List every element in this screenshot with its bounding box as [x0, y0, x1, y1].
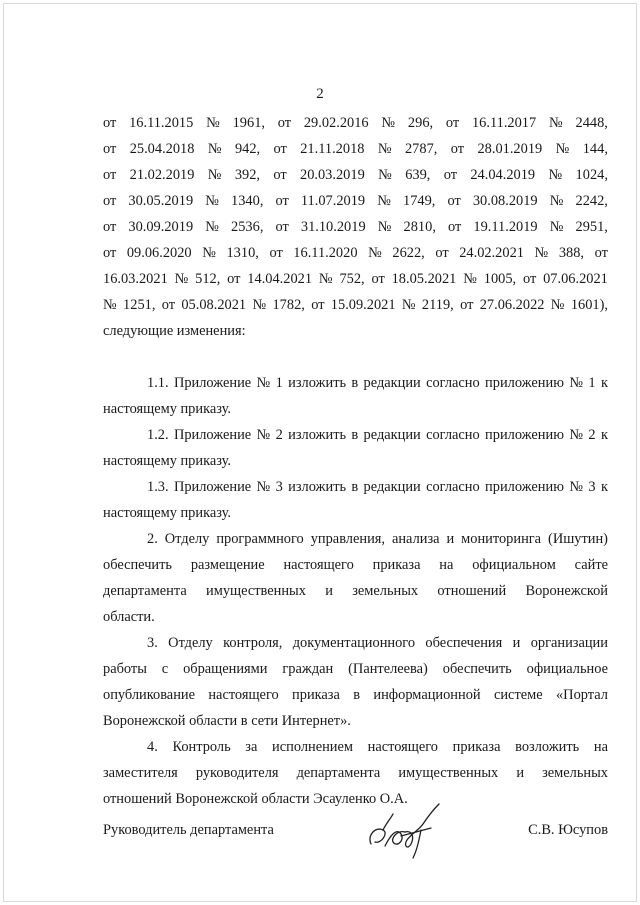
word: 11.07.2019 — [300, 193, 366, 209]
item-2-tail: области. — [103, 609, 155, 625]
item-4-tail: отношений Воронежской области Эсауленко О.А. — [103, 791, 408, 807]
word: редакции — [363, 479, 421, 495]
word: департамента — [103, 583, 187, 599]
word: приложению — [485, 479, 564, 495]
word: Отделу — [168, 635, 213, 651]
word: 1005, — [483, 271, 517, 287]
word: № — [548, 115, 563, 131]
amendment-line — [103, 162, 608, 188]
word: Воронежской — [525, 583, 608, 599]
word: 3. — [147, 635, 158, 651]
item-1-3-tail: настоящему приказу. — [103, 505, 231, 521]
word: согласно — [426, 427, 480, 443]
word: 752, — [339, 271, 365, 287]
word: Отделу — [164, 531, 210, 547]
word: 2 — [588, 427, 596, 443]
word: 512, — [195, 271, 221, 287]
word: и — [516, 765, 525, 781]
word: изложить — [288, 427, 347, 443]
word: от — [161, 297, 176, 313]
word: Контроль — [172, 739, 231, 755]
word: обращениями — [183, 661, 268, 677]
word: и — [512, 635, 521, 651]
word: 05.08.2021 — [181, 297, 247, 313]
word: 144, — [582, 141, 608, 157]
word: 2951, — [575, 219, 608, 235]
word: (Ишутин) — [548, 531, 608, 547]
word: приложению — [485, 427, 564, 443]
word: 942, — [234, 141, 261, 157]
word: 1749, — [403, 193, 436, 209]
word: 2242, — [575, 193, 608, 209]
word: настоящего — [283, 557, 354, 573]
word: Приложение — [173, 375, 252, 391]
amendment-line — [103, 214, 608, 240]
word: 1340, — [231, 193, 264, 209]
word: № — [256, 427, 271, 443]
word: (Пантелеева) — [348, 661, 428, 677]
word: № — [202, 245, 216, 261]
signature-block — [103, 822, 608, 862]
item-3-line — [103, 656, 608, 682]
word: 31.10.2019 — [300, 219, 366, 235]
item-1-2-tail: настоящему приказу. — [103, 453, 231, 469]
word: официальное — [526, 661, 608, 677]
word: № — [534, 245, 549, 261]
word: с — [161, 661, 169, 677]
word: от — [371, 271, 385, 287]
item-2-line — [103, 552, 608, 578]
word: № — [256, 375, 271, 391]
word: от — [445, 115, 460, 131]
word: обеспечить — [103, 557, 172, 573]
changes-intro: следующие изменения: — [103, 323, 246, 339]
word: № — [381, 115, 396, 131]
word: 2. — [147, 531, 158, 547]
word: от — [275, 193, 289, 209]
word: в — [351, 427, 359, 443]
word: от — [269, 245, 283, 261]
word: к — [600, 427, 608, 443]
word: за — [245, 739, 258, 755]
word: управления, — [310, 531, 385, 547]
word: 30.08.2019 — [472, 193, 538, 209]
amendment-line — [103, 240, 608, 266]
word: сайте — [574, 557, 608, 573]
word: от — [103, 219, 117, 235]
page-number: 2 — [316, 86, 324, 102]
item-4-line — [103, 734, 608, 760]
word: № — [463, 271, 477, 287]
word: земельных — [542, 765, 608, 781]
word: руководителя — [195, 765, 279, 781]
signer-name: С.В. Юсупов — [528, 822, 608, 838]
word: 2787, — [404, 141, 438, 157]
word: № — [555, 141, 570, 157]
word: приложению — [485, 375, 564, 391]
word: 2448, — [575, 115, 608, 131]
word: № — [252, 297, 267, 313]
word: приказа — [452, 739, 501, 755]
word: № — [207, 167, 222, 183]
word: 2119, — [421, 297, 454, 313]
word: от — [443, 167, 458, 183]
word: 2810, — [403, 219, 436, 235]
word: приказа — [372, 557, 421, 573]
word: 3 — [275, 479, 283, 495]
word: 16.11.2015 — [129, 115, 194, 131]
word: от — [227, 271, 241, 287]
word: 16.11.2020 — [293, 245, 358, 261]
word: 27.06.2022 — [479, 297, 545, 313]
word: 1.3. — [147, 479, 169, 495]
word: 1 — [588, 375, 596, 391]
word: от — [273, 167, 287, 183]
word: документационного — [292, 635, 416, 651]
word: 1601), — [570, 297, 608, 313]
word: департамента — [296, 765, 381, 781]
word: 296, — [407, 115, 434, 131]
word: опубликование — [103, 687, 195, 703]
word: возложить — [515, 739, 580, 755]
word: от — [435, 245, 449, 261]
word: от — [103, 245, 117, 261]
word: на — [439, 557, 454, 573]
word: № — [569, 479, 584, 495]
word: 1310, — [226, 245, 259, 261]
word: согласно — [426, 375, 480, 391]
word: № — [377, 219, 392, 235]
word: исполнением — [272, 739, 353, 755]
word: официальном — [472, 557, 556, 573]
word: 1.1. — [147, 375, 169, 391]
word: и — [446, 531, 455, 547]
word: информационной — [373, 687, 481, 703]
word: 2 — [275, 427, 283, 443]
word: 3 — [588, 479, 596, 495]
word: от — [447, 193, 461, 209]
item-2-line — [103, 526, 608, 552]
word: граждан — [282, 661, 334, 677]
word: обеспечения — [425, 635, 503, 651]
word: 2536, — [231, 219, 264, 235]
word: согласно — [426, 479, 480, 495]
word: Приложение — [173, 479, 252, 495]
word: 18.05.2021 — [391, 271, 457, 287]
word: изложить — [288, 479, 347, 495]
word: настоящего — [367, 739, 438, 755]
word: № — [377, 141, 392, 157]
word: 07.06.2021 — [543, 271, 608, 287]
word: от — [460, 297, 474, 313]
word: Приложение — [173, 427, 252, 443]
amendment-paragraph — [103, 110, 608, 344]
item-2-line — [103, 578, 608, 604]
item-3-tail: Воронежской области в сети Интернет». — [103, 713, 351, 729]
word: на — [593, 739, 608, 755]
word: и — [325, 583, 333, 599]
word: 24.02.2021 — [459, 245, 524, 261]
item-3-line — [103, 630, 608, 656]
word: редакции — [363, 427, 421, 443]
amendment-line — [103, 188, 608, 214]
word: земельных — [352, 583, 419, 599]
word: имущественных — [206, 583, 306, 599]
word: 392, — [234, 167, 261, 183]
word: № — [368, 245, 382, 261]
word: № — [548, 167, 563, 183]
word: редакции — [363, 375, 421, 391]
word: к — [600, 375, 608, 391]
word: в — [351, 375, 359, 391]
items-section — [103, 370, 608, 812]
word: анализа — [391, 531, 440, 547]
word: от — [103, 193, 117, 209]
word: организации — [530, 635, 608, 651]
word: настоящего — [208, 687, 279, 703]
word: изложить — [288, 375, 347, 391]
word: 19.11.2019 — [473, 219, 538, 235]
word: от — [103, 167, 117, 183]
word: № — [377, 193, 391, 209]
word: 1.2. — [147, 427, 169, 443]
amendment-line — [103, 136, 608, 162]
item-4-line — [103, 760, 608, 786]
handwritten-signature — [361, 800, 456, 860]
word: имущественных — [398, 765, 499, 781]
word: № — [174, 271, 189, 287]
word: 21.02.2019 — [129, 167, 195, 183]
signer-position: Руководитель департамента — [103, 822, 274, 838]
item-1-1-tail: настоящему приказу. — [103, 401, 231, 417]
word: 25.04.2018 — [129, 141, 195, 157]
word: от — [522, 271, 537, 287]
item-3-line — [103, 682, 608, 708]
word: 639, — [405, 167, 431, 183]
amendment-line — [103, 110, 608, 136]
item-1-2-line — [103, 422, 608, 448]
word: программного — [216, 531, 304, 547]
word: № — [205, 219, 219, 235]
word: заместителя — [103, 765, 178, 781]
word: мониторинга — [461, 531, 542, 547]
word: 1251, — [123, 297, 156, 313]
word: от — [448, 219, 462, 235]
word: № — [549, 193, 564, 209]
item-1-3-line — [103, 474, 608, 500]
item-1-1-line — [103, 370, 608, 396]
word: приказа — [292, 687, 340, 703]
word: № — [256, 479, 271, 495]
word: от — [273, 141, 287, 157]
word: от — [103, 115, 117, 131]
word: от — [277, 115, 292, 131]
word: № — [103, 297, 117, 313]
word: 21.11.2018 — [300, 141, 365, 157]
word: 2622, — [392, 245, 425, 261]
word: 14.04.2021 — [247, 271, 313, 287]
word: 30.09.2019 — [128, 219, 194, 235]
word: отношений — [437, 583, 507, 599]
word: № — [378, 167, 392, 183]
word: работы — [103, 661, 147, 677]
word: № — [569, 427, 584, 443]
word: 16.11.2017 — [471, 115, 537, 131]
word: 388, — [558, 245, 585, 261]
word: № — [569, 375, 584, 391]
word: от — [103, 141, 117, 157]
word: от — [311, 297, 325, 313]
word: № — [318, 271, 333, 287]
word: в — [351, 479, 359, 495]
word: от — [275, 219, 289, 235]
word: 24.04.2019 — [470, 167, 536, 183]
word: 30.05.2019 — [128, 193, 194, 209]
word: 1961, — [232, 115, 265, 131]
amendment-line — [103, 266, 608, 292]
word: 28.01.2019 — [477, 141, 543, 157]
word: к — [600, 479, 608, 495]
word: в — [353, 687, 361, 703]
word: 1024, — [575, 167, 608, 183]
word: № — [549, 219, 564, 235]
word: 20.03.2019 — [300, 167, 365, 183]
word: размещение — [190, 557, 265, 573]
word: № — [401, 297, 416, 313]
word: от — [594, 245, 608, 261]
word: 15.09.2021 — [330, 297, 396, 313]
word: 29.02.2016 — [303, 115, 369, 131]
word: 16.03.2021 — [103, 271, 168, 287]
word: 4. — [147, 739, 158, 755]
word: 1 — [275, 375, 283, 391]
word: 09.06.2020 — [126, 245, 192, 261]
word: «Портал — [555, 687, 608, 703]
word: № — [550, 297, 565, 313]
word: системе — [493, 687, 543, 703]
word: от — [450, 141, 465, 157]
word: обеспечить — [442, 661, 512, 677]
word: контроля, — [223, 635, 283, 651]
word: № — [207, 141, 222, 157]
word: № — [206, 115, 220, 131]
word: 1782, — [272, 297, 305, 313]
amendment-line — [103, 292, 608, 318]
word: № — [205, 193, 219, 209]
